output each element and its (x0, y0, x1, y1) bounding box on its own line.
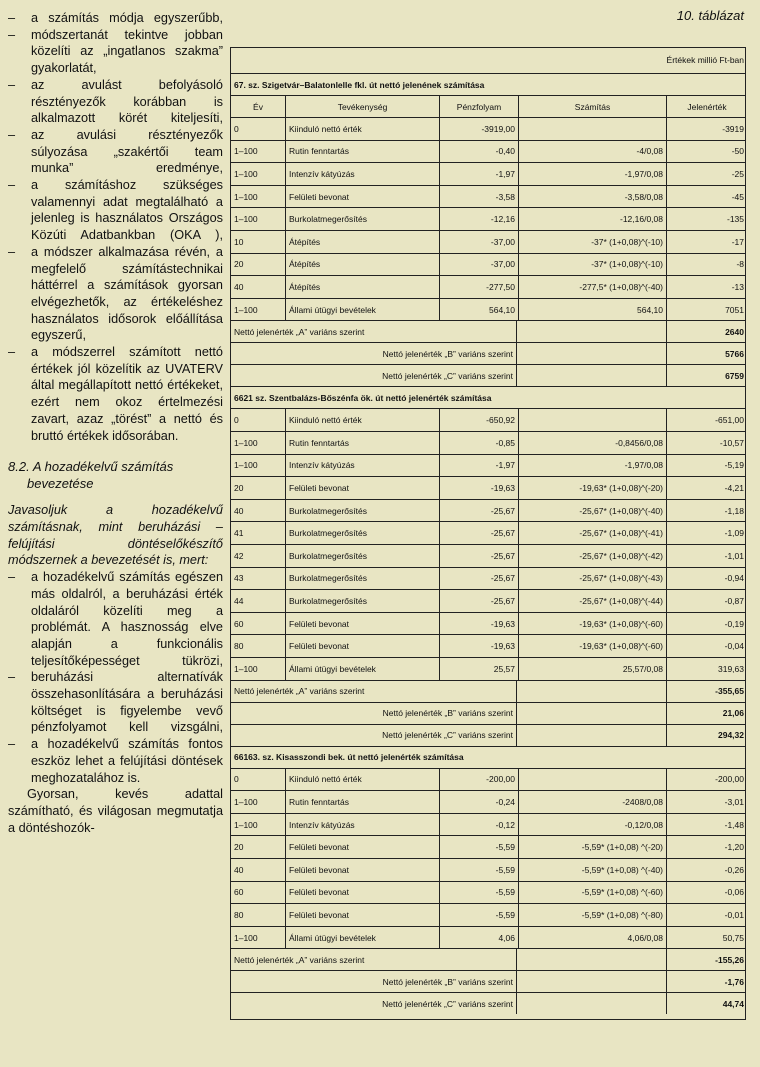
bullet-text: a hozadékelvű számítás egészen más oldalról, a beruházási érték oldaláról közelíti meg a problémát. A hasznosság elve alapján a funkcionális teljesítőképességet tükrözi, (31, 570, 223, 668)
table-row (231, 454, 745, 477)
present-value-cell: -0,94 (666, 568, 747, 590)
dash-marker: – (8, 27, 16, 42)
present-value-cell: -0,26 (666, 859, 747, 881)
calculation-cell: -37* (1+0,08)^(-10) (518, 231, 666, 253)
present-value-cell: -3919 (666, 118, 747, 140)
calculation-cell: -0,8456/0,08 (518, 432, 666, 454)
total-row (231, 342, 745, 364)
bullet-text: a számítás módja egyszerűbb, (31, 11, 223, 25)
activity-cell: Kiinduló nettó érték (285, 118, 439, 140)
dash-marker: – (8, 737, 16, 752)
bullet-list-bottom (8, 569, 223, 786)
calculation-cell: -1,97/0,08 (518, 163, 666, 185)
cashflow-cell: -25,67 (439, 522, 518, 544)
cashflow-cell: -0,12 (439, 814, 518, 836)
column-header: Jelenérték (666, 96, 747, 117)
bullet-item (8, 669, 223, 736)
year-cell: 41 (234, 528, 244, 539)
activity-cell: Intenzív kátyúzás (285, 163, 439, 185)
cashflow-cell: -19,63 (439, 635, 518, 657)
activity-cell: Intenzív kátyúzás (285, 455, 439, 477)
total-spacer (516, 681, 666, 702)
table-row (231, 431, 745, 454)
table-row (231, 230, 745, 253)
calculation-cell: -25,67* (1+0,08)^(-41) (518, 522, 666, 544)
total-value: -155,26 (666, 949, 747, 970)
year-cell: 43 (234, 573, 244, 584)
cashflow-cell: -25,67 (439, 590, 518, 612)
bullet-item (8, 10, 223, 27)
cashflow-cell: -5,59 (439, 904, 518, 926)
cashflow-cell: 25,57 (439, 658, 518, 680)
year-cell: 40 (234, 281, 244, 292)
total-value: 294,32 (666, 725, 747, 746)
total-label: Nettó jelenérték „C” variáns szerint (382, 730, 513, 741)
activity-cell: Átépítés (285, 276, 439, 298)
present-value-cell: -4,21 (666, 477, 747, 499)
calculation-cell: 4,06/0,08 (518, 927, 666, 949)
year-cell: 1–100 (234, 191, 258, 202)
total-value: 21,06 (666, 703, 747, 724)
table-row (231, 657, 745, 680)
dash-marker: – (8, 11, 16, 25)
activity-cell: Felületi bevonat (285, 635, 439, 657)
total-row (231, 680, 745, 702)
total-spacer (516, 993, 666, 1014)
activity-cell: Burkolatmegerősítés (285, 545, 439, 567)
total-spacer (516, 949, 666, 970)
present-value-cell: -1,09 (666, 522, 747, 544)
table-row (231, 903, 745, 926)
activity-cell: Felületi bevonat (285, 882, 439, 904)
total-spacer (516, 343, 666, 364)
cashflow-cell: -5,59 (439, 836, 518, 858)
present-value-cell: -13 (666, 276, 747, 298)
table-number: 10. táblázat (676, 8, 744, 23)
activity-cell: Rutin fenntartás (285, 791, 439, 813)
total-value: 44,74 (666, 993, 747, 1014)
present-value-cell: -0,06 (666, 882, 747, 904)
activity-cell: Burkolatmegerősítés (285, 208, 439, 230)
calculation-cell: -4/0,08 (518, 141, 666, 163)
calculation-cell: -3,58/0,08 (518, 186, 666, 208)
year-cell: 1–100 (234, 168, 258, 179)
dash-marker: – (8, 127, 16, 142)
calculation-cell: -12,16/0,08 (518, 208, 666, 230)
present-value-cell: -135 (666, 208, 747, 230)
total-row (231, 702, 745, 724)
present-value-cell: -0,04 (666, 635, 747, 657)
activity-cell: Burkolatmegerősítés (285, 590, 439, 612)
total-spacer (516, 365, 666, 386)
calculation-cell (518, 409, 666, 431)
total-row (231, 992, 745, 1014)
table-row (231, 408, 745, 431)
cashflow-cell: -3,58 (439, 186, 518, 208)
calculation-cell: -5,59* (1+0,08) ^(-20) (518, 836, 666, 858)
present-value-cell: -50 (666, 141, 747, 163)
year-cell: 1–100 (234, 146, 258, 157)
table-row (231, 858, 745, 881)
year-cell: 0 (234, 415, 239, 426)
table-row (231, 634, 745, 657)
bullet-text: a módszerrel számított nettó értékek jól közelítik az UVATERV által megállapított nettó értékeket, ezért nem okoz értelmezési zavart, azaz „törést” a nettó és bruttó értékek idősorában. (31, 345, 223, 443)
table-row (231, 207, 745, 230)
year-cell: 1–100 (234, 819, 258, 830)
present-value-cell: -651,00 (666, 409, 747, 431)
cashflow-cell: -5,59 (439, 859, 518, 881)
table-row (231, 298, 745, 321)
cashflow-cell: -25,67 (439, 545, 518, 567)
header-row (231, 95, 745, 117)
activity-cell: Intenzív kátyúzás (285, 814, 439, 836)
year-cell: 0 (234, 774, 239, 785)
total-label: Nettó jelenérték „A” variáns szerint (234, 954, 365, 965)
table-row (231, 790, 745, 813)
year-cell: 1–100 (234, 304, 258, 315)
table-row (231, 499, 745, 522)
dash-marker: – (8, 178, 16, 193)
year-cell: 60 (234, 618, 244, 629)
column-header: Év (253, 101, 263, 112)
activity-cell: Burkolatmegerősítés (285, 522, 439, 544)
present-value-cell: -8 (666, 254, 747, 276)
activity-cell: Állami útügyi bevételek (285, 927, 439, 949)
bullet-item (8, 127, 223, 177)
calculation-cell: -19,63* (1+0,08)^(-20) (518, 477, 666, 499)
present-value-cell: -5,19 (666, 455, 747, 477)
year-cell: 1–100 (234, 460, 258, 471)
total-value: -1,76 (666, 971, 747, 992)
bullet-text: a számításhoz szükséges valamennyi adat megtalálható a jelenleg is használatos Országos Közúti Adatbankban (OKA ), (31, 178, 223, 243)
dash-marker: – (8, 244, 16, 259)
bullet-item (8, 77, 223, 127)
dash-marker: – (8, 670, 16, 685)
present-value-cell: -200,00 (666, 769, 747, 791)
total-row (231, 970, 745, 992)
present-value-cell: -1,20 (666, 836, 747, 858)
year-cell: 20 (234, 259, 244, 270)
present-value-cell: 319,63 (666, 658, 747, 680)
cashflow-cell: -0,85 (439, 432, 518, 454)
bullet-list-top (8, 10, 223, 444)
present-value-cell: -0,01 (666, 904, 747, 926)
cashflow-cell: -650,92 (439, 409, 518, 431)
cashflow-cell: -1,97 (439, 455, 518, 477)
table-row (231, 476, 745, 499)
present-value-cell: -17 (666, 231, 747, 253)
table-row (231, 835, 745, 858)
cashflow-cell: -3919,00 (439, 118, 518, 140)
calculation-cell: -1,97/0,08 (518, 455, 666, 477)
year-cell: 1–100 (234, 663, 258, 674)
table-row (231, 521, 745, 544)
activity-cell: Felületi bevonat (285, 859, 439, 881)
bullet-text: az avulási résztényezők súlyozása „szakértői team munka” eredménye, (31, 127, 223, 176)
cashflow-cell: -200,00 (439, 769, 518, 791)
cashflow-cell: -5,59 (439, 882, 518, 904)
cashflow-cell: -12,16 (439, 208, 518, 230)
activity-cell: Felületi bevonat (285, 477, 439, 499)
present-value-cell: -1,01 (666, 545, 747, 567)
total-label: Nettó jelenérték „A” variáns szerint (234, 686, 365, 697)
year-cell: 80 (234, 641, 244, 652)
dash-marker: – (8, 570, 16, 585)
total-row (231, 948, 745, 970)
total-label: Nettó jelenérték „A” variáns szerint (234, 326, 365, 337)
calculation-cell: -19,63* (1+0,08)^(-60) (518, 635, 666, 657)
table-row (231, 612, 745, 635)
section-title-row (231, 386, 745, 408)
unit-label: Értékek millió Ft-ban (666, 55, 744, 65)
left-column (8, 10, 223, 836)
activity-cell: Kiinduló nettó érték (285, 409, 439, 431)
bullet-item (8, 27, 223, 77)
present-value-cell: -0,87 (666, 590, 747, 612)
total-label: Nettó jelenérték „B” variáns szerint (382, 348, 513, 359)
cashflow-cell: 4,06 (439, 927, 518, 949)
total-row (231, 364, 745, 386)
section-title: 66163. sz. Kisasszondi bek. út nettó jelenérték számítása (234, 752, 464, 763)
year-cell: 20 (234, 842, 244, 853)
bullet-item (8, 736, 223, 786)
present-value-cell: -0,19 (666, 613, 747, 635)
year-cell: 44 (234, 595, 244, 606)
year-cell: 1–100 (234, 932, 258, 943)
bullet-text: a módszer alkalmazása révén, a megfelelő számítástechnikai háttérrel a számítások gyorsan elvégezhetők, az értékeléshez használatos idősorok előállítása egyszerű, (31, 244, 223, 343)
activity-cell: Felületi bevonat (285, 186, 439, 208)
total-label: Nettó jelenérték „C” variáns szerint (382, 998, 513, 1009)
bullet-text: az avulást befolyásoló résztényezők korábban is alkalmazott körét kiteljesíti, (31, 77, 223, 126)
calculation-cell: 25,57/0,08 (518, 658, 666, 680)
total-spacer (516, 725, 666, 746)
section-title-row (231, 746, 745, 768)
calculation-cell: -5,59* (1+0,08) ^(-80) (518, 904, 666, 926)
calculation-cell: -5,59* (1+0,08) ^(-40) (518, 859, 666, 881)
table-row (231, 881, 745, 904)
table-row (231, 140, 745, 163)
cashflow-cell: -37,00 (439, 231, 518, 253)
cashflow-cell: -25,67 (439, 500, 518, 522)
activity-cell: Átépítés (285, 231, 439, 253)
cashflow-cell: -1,97 (439, 163, 518, 185)
activity-cell: Burkolatmegerősítés (285, 500, 439, 522)
table-row (231, 768, 745, 791)
present-value-cell: -10,57 (666, 432, 747, 454)
activity-cell: Átépítés (285, 254, 439, 276)
calculation-cell: -0,12/0,08 (518, 814, 666, 836)
calculation-cell: -277,5* (1+0,08)^(-40) (518, 276, 666, 298)
total-label: Nettó jelenérték „B” variáns szerint (382, 976, 513, 987)
calculation-cell: -37* (1+0,08)^(-10) (518, 254, 666, 276)
bullet-item (8, 177, 223, 244)
year-cell: 1–100 (234, 796, 258, 807)
present-value-cell: -25 (666, 163, 747, 185)
table-row (231, 275, 745, 298)
cashflow-cell: -19,63 (439, 613, 518, 635)
activity-cell: Kiinduló nettó érték (285, 769, 439, 791)
total-value: 2640 (666, 321, 747, 342)
dash-marker: – (8, 345, 16, 360)
present-value-cell: -1,18 (666, 500, 747, 522)
bullet-text: a hozadékelvű számítás fontos eszköz lehet a felújítási döntések meghozatalához is. (31, 737, 223, 785)
year-cell: 42 (234, 550, 244, 561)
column-header: Pénzfolyam (439, 96, 518, 117)
bullet-item (8, 244, 223, 344)
total-spacer (516, 971, 666, 992)
cashflow-cell: -277,50 (439, 276, 518, 298)
year-cell: 40 (234, 505, 244, 516)
section-title: 67. sz. Szigetvár–Balatonlelle fkl. út nettó jelenének számítása (234, 79, 485, 90)
calculation-cell (518, 769, 666, 791)
bullet-item (8, 344, 223, 444)
year-cell: 20 (234, 482, 244, 493)
total-value: 6759 (666, 365, 747, 386)
total-label: Nettó jelenérték „C” variáns szerint (382, 370, 513, 381)
calculation-cell (518, 118, 666, 140)
total-spacer (516, 321, 666, 342)
activity-cell: Állami útügyi bevételek (285, 299, 439, 321)
total-row (231, 724, 745, 746)
total-label: Nettó jelenérték „B” variáns szerint (382, 708, 513, 719)
table-row (231, 162, 745, 185)
cashflow-cell: 564,10 (439, 299, 518, 321)
table-row (231, 567, 745, 590)
total-value: 5766 (666, 343, 747, 364)
year-cell: 10 (234, 236, 244, 247)
bullet-text: módszertanát tekintve jobban közelíti az „ingatlanos szakma” gyakorlatát, (31, 27, 223, 76)
cashflow-cell: -37,00 (439, 254, 518, 276)
activity-cell: Felületi bevonat (285, 904, 439, 926)
present-value-cell: -1,48 (666, 814, 747, 836)
year-cell: 40 (234, 864, 244, 875)
total-value: -355,65 (666, 681, 747, 702)
calculation-cell: -5,59* (1+0,08) ^(-60) (518, 882, 666, 904)
calculation-cell: -25,67* (1+0,08)^(-43) (518, 568, 666, 590)
activity-cell: Burkolatmegerősítés (285, 568, 439, 590)
total-spacer (516, 703, 666, 724)
table-row (231, 589, 745, 612)
cashflow-cell: -0,24 (439, 791, 518, 813)
activity-cell: Felületi bevonat (285, 836, 439, 858)
table-row (231, 117, 745, 140)
year-cell: 80 (234, 909, 244, 920)
section-heading: 8.2. A hozadékelvű számítás bevezetése (8, 459, 174, 492)
activity-cell: Rutin fenntartás (285, 432, 439, 454)
year-cell: 60 (234, 887, 244, 898)
year-cell: 1–100 (234, 214, 258, 225)
dash-marker: – (8, 77, 16, 92)
calculation-cell: -2408/0,08 (518, 791, 666, 813)
cashflow-cell: -19,63 (439, 477, 518, 499)
total-row (231, 320, 745, 342)
calculation-cell: -25,67* (1+0,08)^(-42) (518, 545, 666, 567)
table-row (231, 813, 745, 836)
table-row (231, 253, 745, 276)
section-title: 6621 sz. Szentbalázs-Bőszénfa ök. út nettó jelenérték számítása (234, 392, 492, 403)
present-value-cell: -3,01 (666, 791, 747, 813)
present-value-cell: 50,75 (666, 927, 747, 949)
italic-paragraph: Javasoljuk a hozadékelvű számításnak, mint beruházási – felújítási döntéselőkészítő módszernek a bevezetését is, mert: (8, 503, 223, 568)
cashflow-cell: -0,40 (439, 141, 518, 163)
activity-cell: Állami útügyi bevételek (285, 658, 439, 680)
calculation-cell: 564,10 (518, 299, 666, 321)
cashflow-cell: -25,67 (439, 568, 518, 590)
activity-cell: Rutin fenntartás (285, 141, 439, 163)
section-title-row (231, 73, 745, 95)
calculation-cell: -19,63* (1+0,08)^(-60) (518, 613, 666, 635)
closing-paragraph: Gyorsan, kevés adattal számítható, és világosan megmutatja a döntéshozók- (8, 787, 223, 835)
bullet-text: beruházási alternatívák összehasonlítására a beruházási költséget is figyelembe vevő pénzfolyamot kell vizsgálni, (31, 670, 223, 735)
present-value-cell: -45 (666, 186, 747, 208)
table-row (231, 926, 745, 949)
column-header: Számítás (518, 96, 666, 117)
table-row (231, 544, 745, 567)
present-value-cell: 7051 (666, 299, 747, 321)
column-header: Tevékenység (285, 96, 439, 117)
bullet-item (8, 569, 223, 669)
activity-cell: Felületi bevonat (285, 613, 439, 635)
year-cell: 1–100 (234, 437, 258, 448)
calculation-cell: -25,67* (1+0,08)^(-40) (518, 500, 666, 522)
year-cell: 0 (234, 123, 239, 134)
present-value-table (230, 47, 746, 1020)
table-row (231, 185, 745, 208)
calculation-cell: -25,67* (1+0,08)^(-44) (518, 590, 666, 612)
